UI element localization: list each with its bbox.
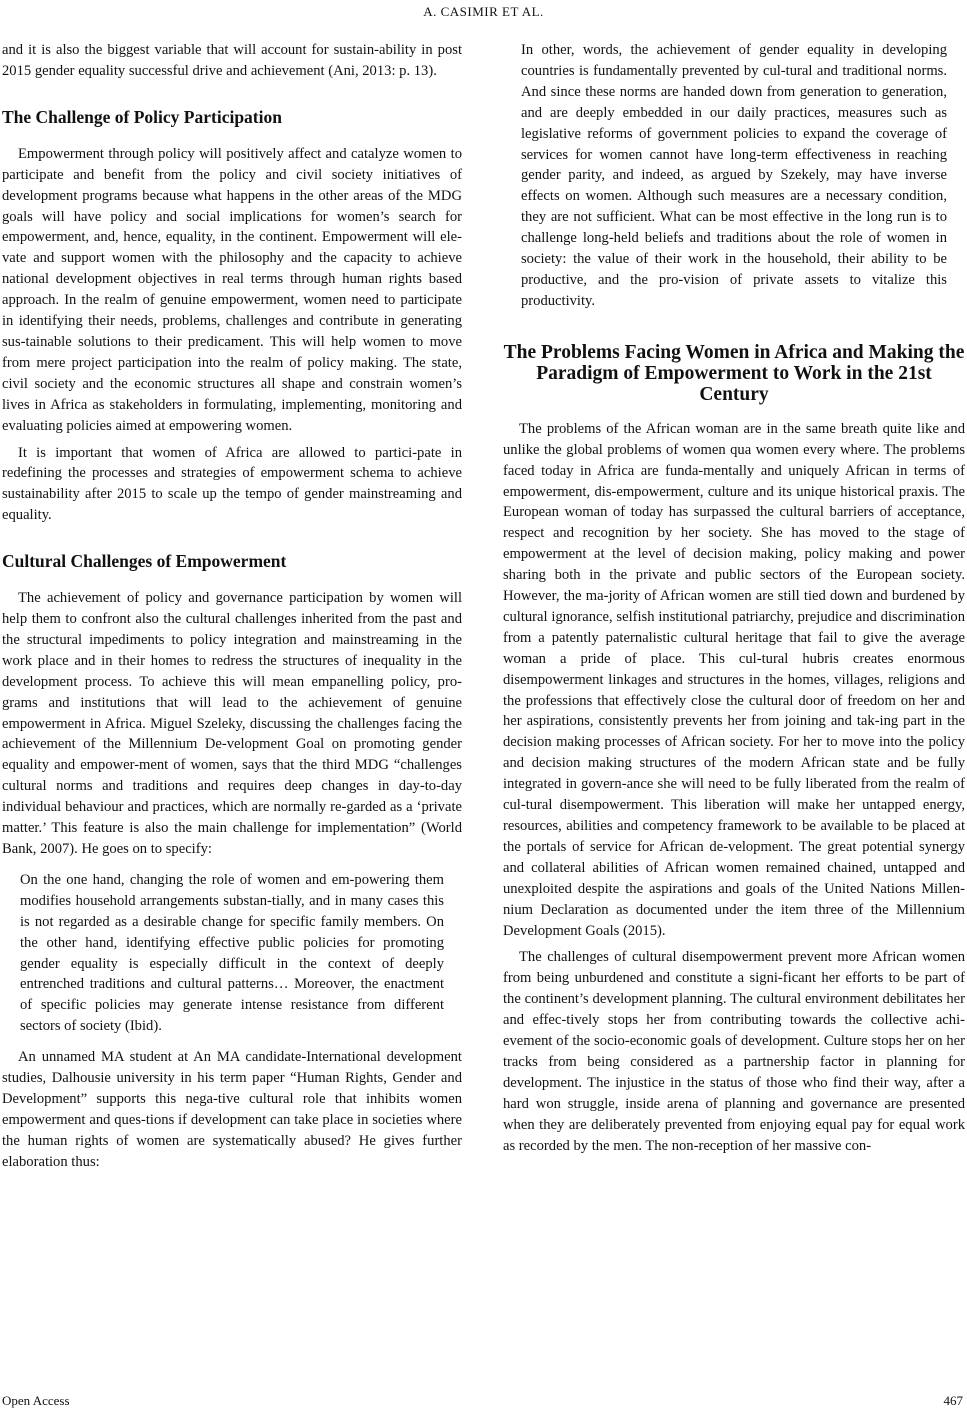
section-heading-policy-participation: The Challenge of Policy Participation	[2, 106, 282, 127]
paragraph: The challenges of cultural disempowerment prevent more African women from being unburdened and constitute a signi-ficant her efforts to be part of the continent’s development planning. The cultural environment debilitates her and effec-tively stops her from contributing towards the collective achi-evement of the socio-economic goals of development. Culture stops her on her tracks from being considered as a partnership factor in planning for development. The injustice in the status of those who find their way, after a hard won struggle, inside arena of planning and governance are presented when they are deliberately prevented from enjoying equal pay for equal work as recorded by the men. The non-reception of her massive con-	[503, 949, 965, 1154]
paragraph: It is important that women of Africa are allowed to partici-pate in redefining the processes and strategies of empowerment schema to achieve sustainability after 2015 to scale up the tempo of gender mainstreaming and equality.	[2, 444, 462, 524]
section-heading-cultural-challenges: Cultural Challenges of Empowerment	[2, 551, 287, 572]
paragraph: An unnamed MA student at An MA candidate-International development studies, Dalhousie university in his term paper “Human Rights, Gender and Development” supports this nega-tive cultural role that inhibits women empowerment and ques-tions if development can take place in societies where the human rights of women are systematically abused? He gives further elaboration thus:	[2, 1049, 462, 1170]
page-number: 467	[943, 1393, 963, 1408]
running-head: A. CASIMIR ET AL.	[423, 4, 544, 19]
block-quote: On the one hand, changing the role of women and em-powering them modifies household arrangements substan-tially, and in many cases this is not regarded as a desirable change for specific family members. On the other hand, identifying effective public policies for promoting gender equality is especially difficult in the context of deeply entrenched traditions and cultural patterns… Moreover, the enactment of specific policies may generate intense resistance from different sectors of society (Ibid).	[20, 871, 444, 1035]
left-column	[2, 40, 462, 1173]
paragraph: Empowerment through policy will positively affect and catalyze women to participate and benefit from the policy and civil society initiatives of development programs because what happens in the other areas of the MDG goals will have policy and social implications for women’s search for empowerment, and, hence, equality, in the continent. Empowerment will ele-vate and support women with the philosophy and the capacity to achieve national development objectives in real terms through human rights based approach. In the realm of genuine empowerment, women need to participate in identifying their needs, problems, challenges and contribute in generating sus-tainable solutions to their predicament. This will help women to move from mere project participation into the realm of policy making. The state, civil society and the economic structures all shape and constrain women’s lives in Africa as stakeholders in formulating, implementing, monitoring and evaluating policies aimed at empowering women.	[2, 145, 462, 434]
footer-open-access: Open Access	[2, 1393, 70, 1408]
section-heading-problems-facing-women: The Problems Facing Women in Africa and Making the Paradigm of Empowerment to Work in the 21st Century	[503, 341, 965, 405]
paragraph: The problems of the African woman are in the same breath quite like and unlike the global problems of women qua women every where. The problems faced today in Africa are funda-mentally and uniquely African in terms of empowerment, dis-empowerment, culture and its unique historical praxis. The European woman of today has surpassed the cultural barriers of acceptance, respect and recognition by her society. She has moved to the stage of empowerment at the level of decision making, policy making and power sharing both in the private and public sectors of the European society. However, the ma-jority of African women are still tied down and burdened by cultural ignorance, selfish institutional patriarchy, prejudice and discrimination from a patently paternalistic cultural heritage that fail to give the average woman a pride of place. This cul-tural hubris creates enormous disempowerment linkages and structures in the homes, villages, religions and the professions that effectively close the cultural door of freedom on her and her aspirations, consistently prevents her from joining and tak-ing part in the decision making processes of African society. For her to move into the policy and decision making structures of the modern African state and be fully integrated in govern-ance she will need to be fully liberated from the realm of cul-tural disempowerment. This liberation will make her untapped energy, resources, abilities and competency framework to be available to be placed at the portals of service for African de-velopment. The great potential synergy and collateral abilities of African women remained chained, untapped and unexploited despite the aspirations and goals of the United Nations Millen-nium Declaration as documented under the item three of the Millennium Development Goals (2015).	[503, 420, 965, 939]
paragraph: The achievement of policy and governance participation by women will help them to confront also the cultural challenges inherited from the past and the structural impediments to policy integration and mainstreaming in the work place and in their homes to redress the structures of inequality in the development process. To achieve this will mean empanelling policy, pro-grams and institutions that will lead to the achievement of genuine empowerment in Africa. Miguel Szeleky, discussing the challenges facing the achievement of the Millennium De-velopment Goal on promoting gender equality and empower-ment of women, says that the third MDG “challenges cultural norms and traditions and requires deep changes in day-to-day individual behaviour and practices, which are normally re-garded as a ‘private matter.’ This feature is also the main challenge for implementation” (World Bank, 2007). He goes on to specify:	[2, 590, 462, 857]
paragraph-continuation: and it is also the biggest variable that will account for sustain-ability in post 2015 gender equality successful drive and achievement (Ani, 2013: p. 13).	[2, 42, 462, 79]
block-quote: In other, words, the achievement of gender equality in developing countries is fundamentally prevented by cul-tural and traditional norms. And since these norms are handed down from generation to generation, and are deeply embedded in our daily practices, measures such as legislative reforms of government policies to expand the coverage of services for women cannot have long-term effectiveness in reaching gender parity, and indeed, as argued by Szekely, may have inverse effects on women. Although such measures are a necessary condition, they are not sufficient. What can be most effective in the long run is to challenge long-held beliefs and traditions about the role of women in society: the value of their work in the household, their ability to be productive, and the pro-vision of private assets to vitalize this productivity.	[521, 42, 947, 309]
right-column	[503, 40, 965, 1157]
